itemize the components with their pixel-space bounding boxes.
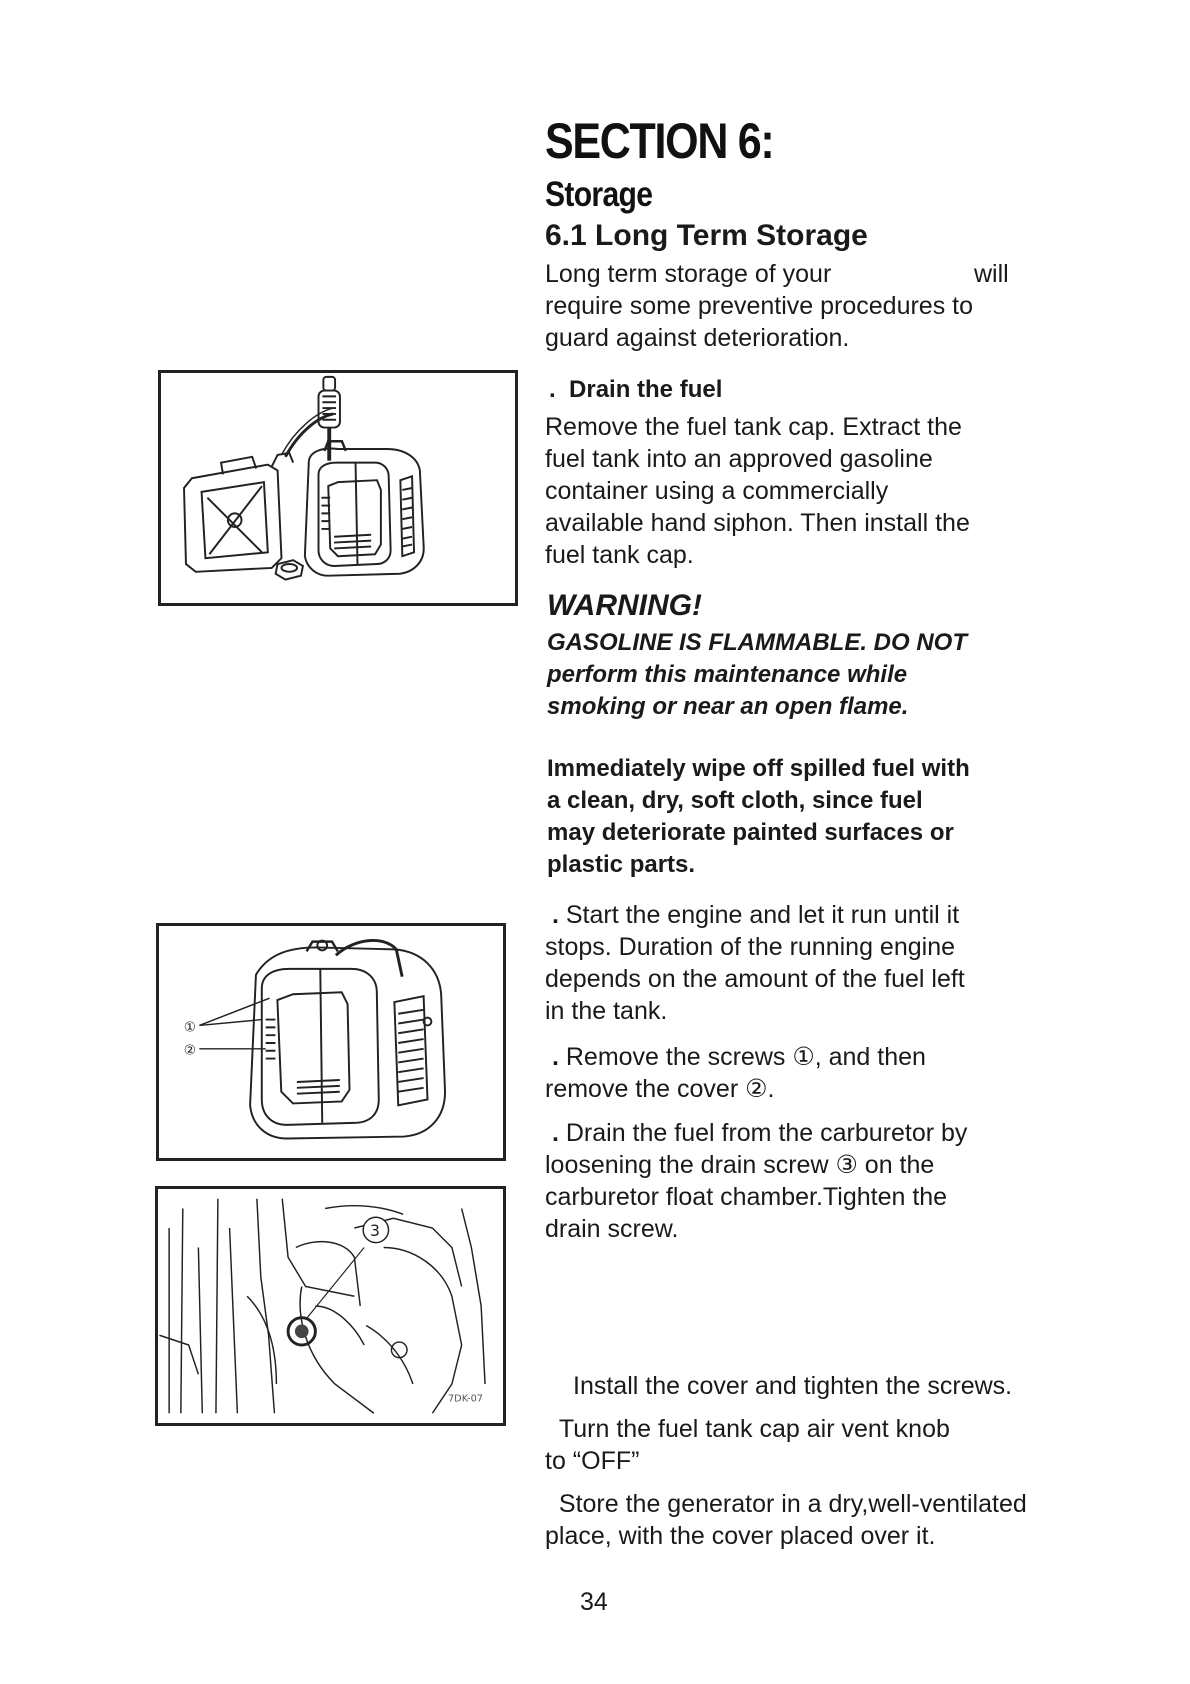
drain-line: fuel tank cap. bbox=[545, 541, 694, 569]
wipe-note bbox=[547, 753, 970, 881]
step-line: remove the cover ②. bbox=[545, 1075, 775, 1103]
page-number: 34 bbox=[580, 1588, 608, 1616]
final-step-1: Install the cover and tighten the screws. bbox=[573, 1372, 1013, 1400]
section-heading: SECTION 6: bbox=[545, 113, 774, 169]
step-line bbox=[545, 1488, 1027, 1520]
bullet: . bbox=[551, 1043, 559, 1071]
step-line bbox=[545, 1041, 926, 1073]
intro-line-3: guard against deterioration. bbox=[545, 324, 850, 352]
drain-line: fuel tank into an approved gasoline bbox=[545, 445, 933, 473]
step-line: carburetor float chamber.Tighten the bbox=[545, 1183, 948, 1211]
wipe-line: a clean, dry, soft cloth, since fuel bbox=[547, 787, 923, 814]
step-text: Drain the fuel from the carburetor by bbox=[565, 1119, 968, 1147]
final-step-3 bbox=[545, 1488, 1027, 1552]
callout-2: ② bbox=[183, 1042, 197, 1059]
step-text: Start the engine and let it run until it bbox=[565, 901, 960, 929]
step-line: depends on the amount of the fuel left bbox=[545, 965, 965, 993]
drain-fuel-body bbox=[545, 411, 970, 571]
step-line: drain screw. bbox=[545, 1215, 679, 1243]
warning-line: GASOLINE IS FLAMMABLE. DO NOT bbox=[547, 629, 967, 656]
intro-line-1b: will bbox=[974, 260, 1009, 288]
step-1 bbox=[545, 899, 965, 1027]
warning-line: smoking or near an open flame. bbox=[547, 693, 909, 720]
callout-1: ① bbox=[183, 1019, 197, 1036]
drain-fuel-heading bbox=[549, 374, 722, 406]
drain-line: available hand siphon. Then install the bbox=[545, 509, 970, 537]
figure-code: 7DK-07 bbox=[447, 1393, 484, 1405]
drain-line: container using a commercially bbox=[545, 477, 889, 505]
step-3 bbox=[545, 1117, 967, 1245]
drain-line: Remove the fuel tank cap. Extract the bbox=[545, 413, 962, 441]
step-2 bbox=[545, 1041, 926, 1105]
warning-title: WARNING! bbox=[547, 589, 702, 622]
final-step-2 bbox=[545, 1413, 950, 1477]
intro-text-a: Long term storage of your bbox=[545, 260, 832, 288]
intro-line-2: require some preventive procedures to bbox=[545, 292, 974, 320]
drain-screw-illustration bbox=[158, 1189, 503, 1423]
step-line: to “OFF” bbox=[545, 1447, 640, 1475]
warning-body bbox=[547, 627, 967, 723]
generator-body bbox=[305, 449, 424, 576]
wipe-line: plastic parts. bbox=[547, 851, 696, 878]
step-text: Remove the screws ①, and then bbox=[565, 1043, 926, 1071]
step-line: in the tank. bbox=[545, 997, 668, 1025]
subsection-title: 6.1 Long Term Storage bbox=[545, 219, 868, 252]
step-line bbox=[545, 1117, 967, 1149]
section-subheading: Storage bbox=[545, 175, 653, 214]
bullet: . bbox=[551, 901, 559, 929]
step-line: place, with the cover placed over it. bbox=[545, 1522, 936, 1550]
step-line bbox=[545, 899, 965, 931]
figure-generator-cover bbox=[156, 923, 506, 1161]
figure-siphon-fuel bbox=[158, 370, 518, 606]
step-text: Turn the fuel tank cap air vent knob bbox=[558, 1415, 950, 1443]
generator-cover-illustration bbox=[159, 926, 503, 1158]
callout-3: 3 bbox=[369, 1221, 380, 1240]
warning-line: perform this maintenance while bbox=[547, 661, 908, 688]
step-line: stops. Duration of the running engine bbox=[545, 933, 955, 961]
wipe-line: may deteriorate painted surfaces or bbox=[547, 819, 954, 846]
step-line bbox=[545, 1413, 950, 1445]
step-text: Store the generator in a dry,well-ventilated bbox=[558, 1490, 1027, 1518]
figure-drain-screw bbox=[155, 1186, 506, 1426]
wipe-line: Immediately wipe off spilled fuel with bbox=[547, 755, 970, 782]
step-line: loosening the drain screw ③ on the bbox=[545, 1151, 935, 1179]
fuel-cap bbox=[276, 560, 303, 579]
intro-line-1 bbox=[545, 258, 831, 290]
drain-fuel-title: Drain the fuel bbox=[569, 376, 723, 403]
siphon-illustration bbox=[161, 373, 515, 603]
bullet: . bbox=[549, 376, 556, 403]
bullet: . bbox=[551, 1119, 559, 1147]
